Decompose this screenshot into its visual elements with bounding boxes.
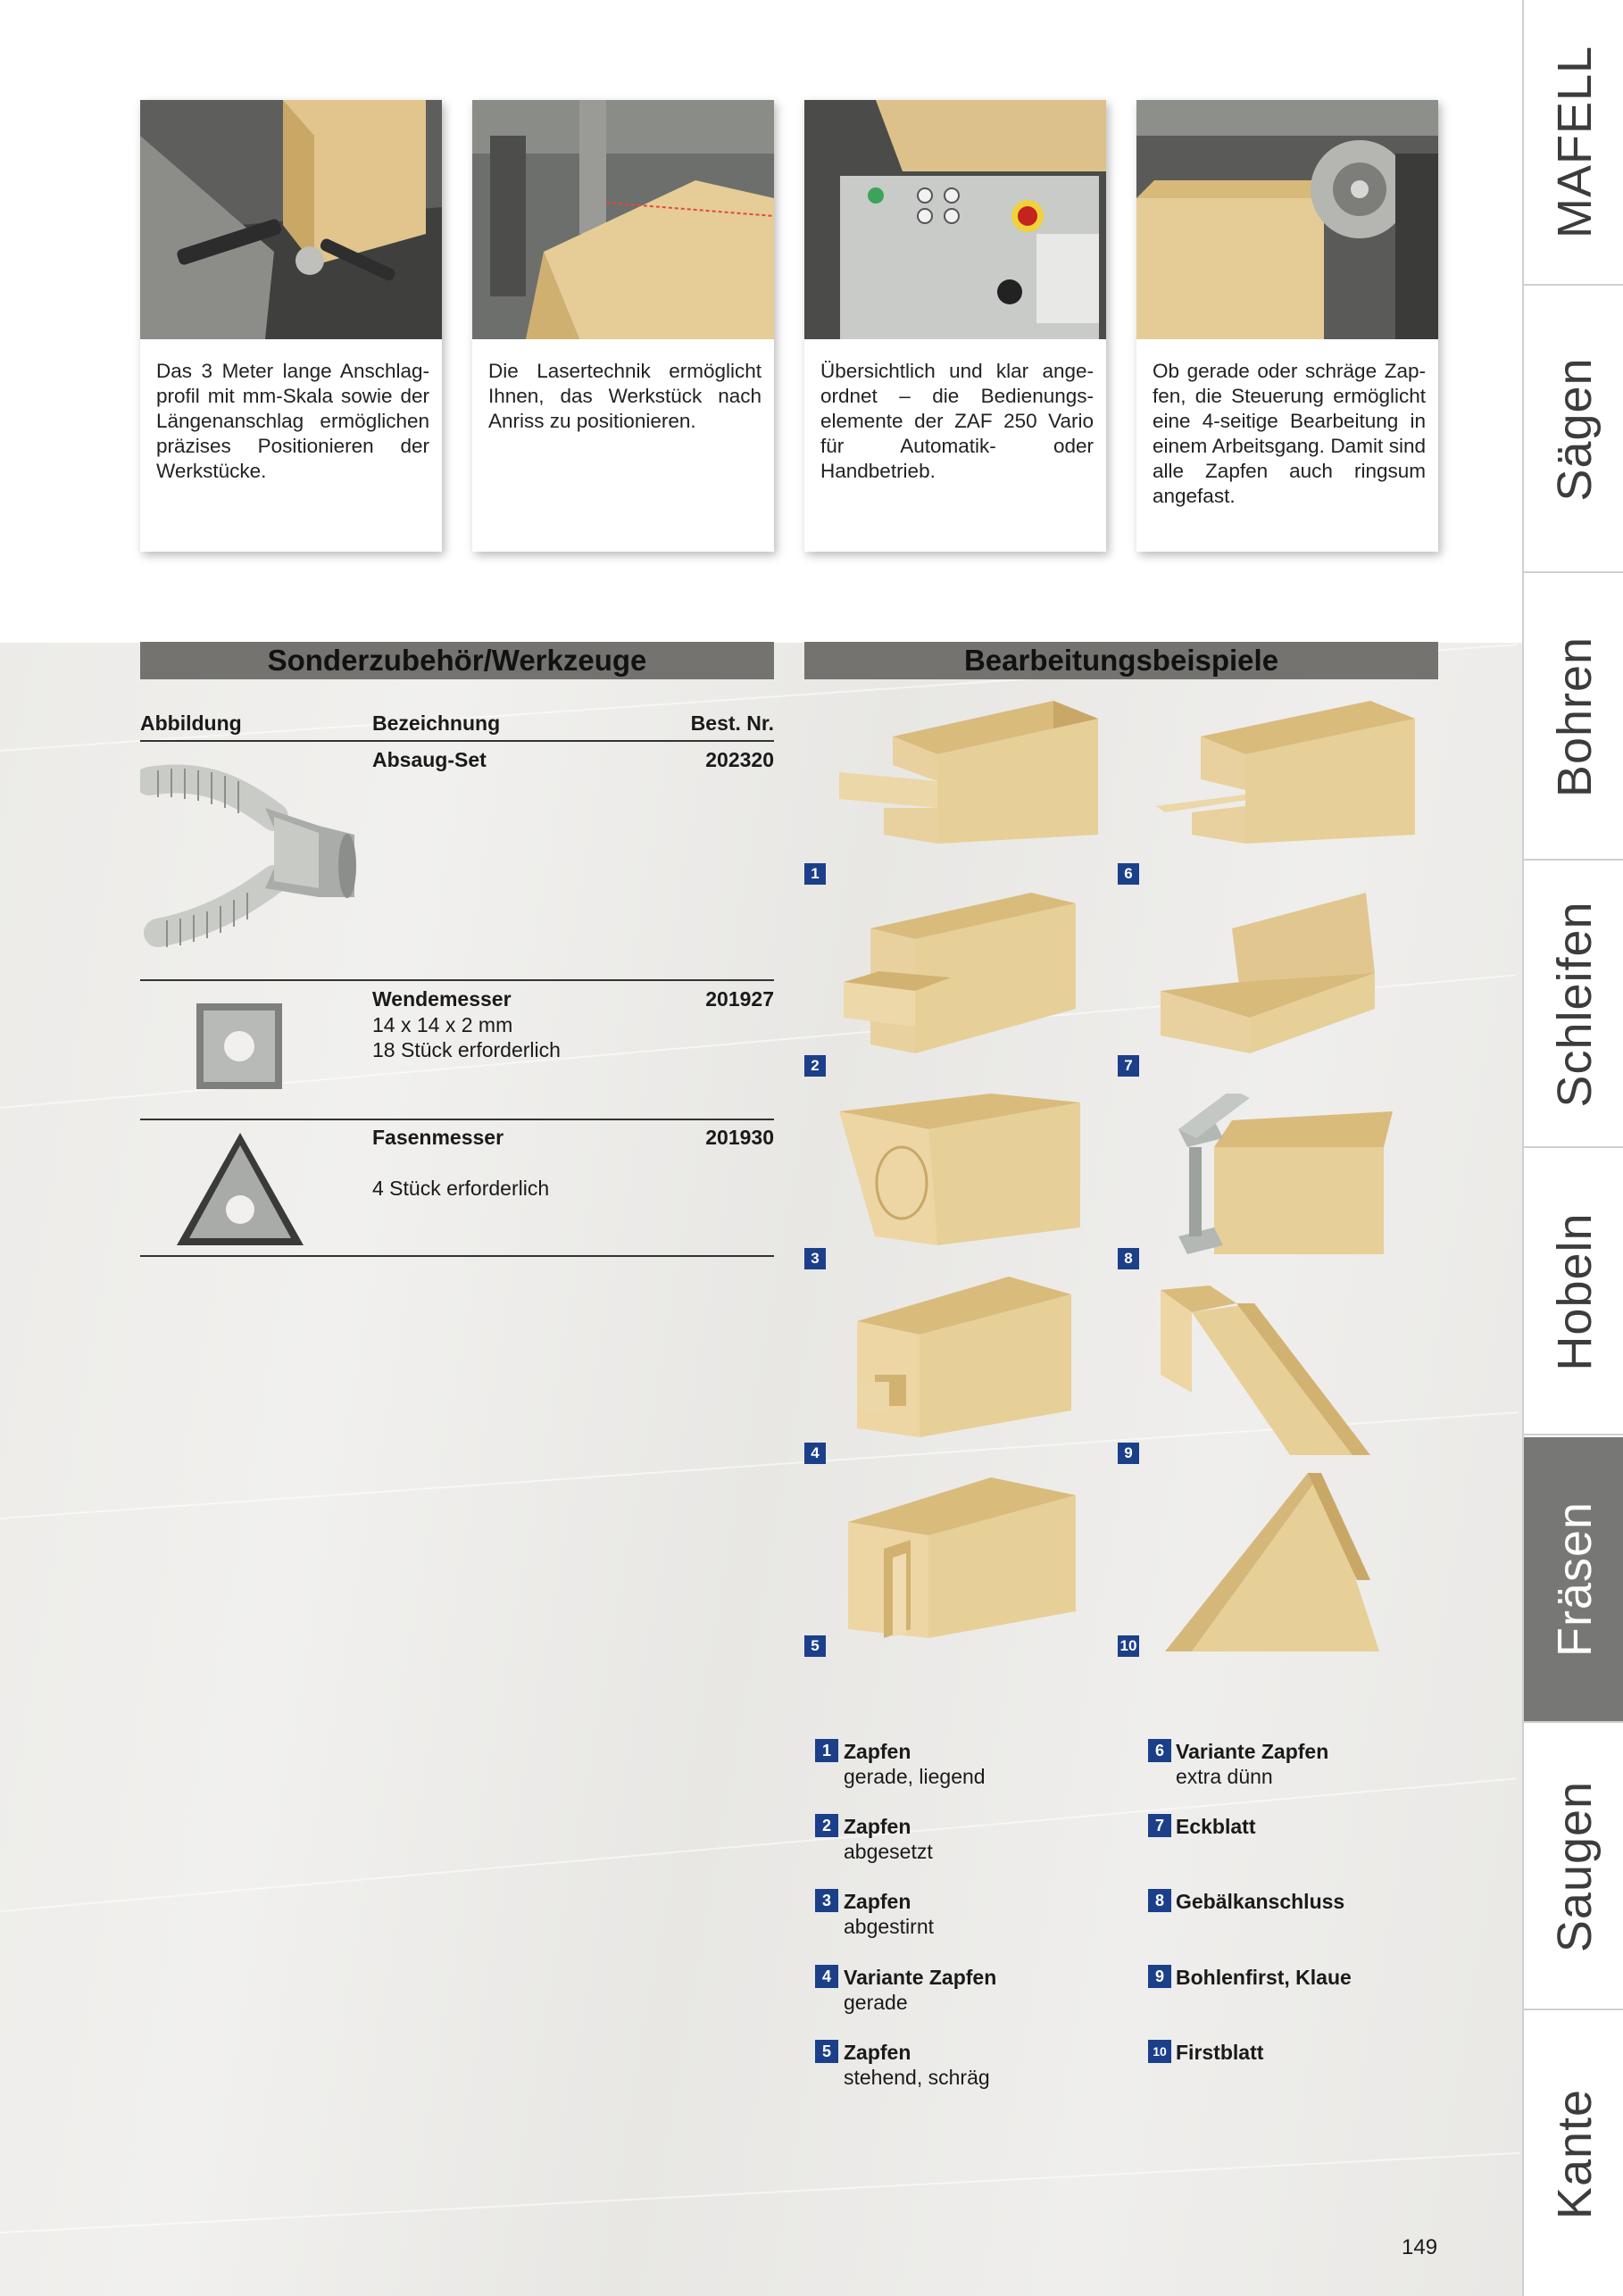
accessory-name: Wendemesser xyxy=(372,987,512,1011)
legend-number-badge: 9 xyxy=(1148,1965,1171,1988)
control-panel-photo xyxy=(804,100,1106,339)
legend-number-badge: 4 xyxy=(815,1965,838,1988)
accessory-detail: 14 x 14 x 2 mm xyxy=(372,1013,513,1036)
accessory-name: Absaug-Set xyxy=(372,748,487,771)
card-caption: Übersichtlich und klar ange-ordnet – die Bedienungs-elemente der ZAF 250 Vario für Automatik- oder Handbetrieb. xyxy=(820,360,1094,482)
tab-mafell[interactable] xyxy=(1524,0,1623,286)
legend-subtitle: gerade, liegend xyxy=(844,1765,986,1788)
tab-fraesen[interactable] xyxy=(1524,1437,1623,1723)
card-caption: Ob gerade oder schräge Zap-fen, die Steuerung ermöglicht eine 4-seitige Bearbeitung in einem Arbeitsgang. Damit sind alle Zapfen auch ringsum angefast. xyxy=(1153,360,1426,507)
legend-title: Zapfen xyxy=(844,1740,911,1763)
example-number-badge: 3 xyxy=(804,1248,826,1269)
legend-title: Variante Zapfen xyxy=(844,1966,997,1989)
example-image-1 xyxy=(839,701,1107,879)
accessory-order-number: 202320 xyxy=(705,748,774,771)
accessory-order-number: 201930 xyxy=(705,1126,774,1149)
photo-card-laser xyxy=(472,100,774,552)
tab-kante[interactable] xyxy=(1524,2012,1623,2296)
example-image-8 xyxy=(1161,1094,1428,1272)
example-image-9 xyxy=(1156,1277,1424,1455)
legend-title: Eckblatt xyxy=(1176,1815,1256,1838)
legend-number-badge: 10 xyxy=(1148,2040,1171,2063)
legend-title: Zapfen xyxy=(844,1815,911,1838)
table-divider xyxy=(140,979,774,981)
legend-number-badge: 3 xyxy=(815,1889,838,1912)
example-number-badge: 7 xyxy=(1118,1055,1139,1077)
example-image-2 xyxy=(844,893,1111,1071)
fence-photo xyxy=(140,100,442,339)
legend-title: Bohlenfirst, Klaue xyxy=(1176,1966,1352,1989)
example-number-badge: 8 xyxy=(1118,1248,1139,1269)
accessory-detail: 4 Stück erforderlich xyxy=(372,1177,550,1200)
legend-subtitle: abgesetzt xyxy=(844,1840,933,1863)
tab-label: Hobeln xyxy=(1547,1212,1602,1371)
card-caption: Das 3 Meter lange Anschlag-profil mit mm-Skala sowie der Längenanschlag ermöglichen präzises Positionieren der Werkstücke. xyxy=(156,360,429,482)
legend-subtitle: gerade xyxy=(844,1991,908,2014)
tab-label: Kante xyxy=(1547,2088,1602,2220)
column-header-name: Bezeichnung xyxy=(372,711,501,735)
example-number-badge: 9 xyxy=(1118,1443,1139,1464)
tab-hobeln[interactable] xyxy=(1524,1150,1623,1435)
example-number-badge: 1 xyxy=(804,863,826,885)
legend-subtitle: stehend, schräg xyxy=(844,2066,990,2089)
legend-title: Firstblatt xyxy=(1176,2041,1264,2064)
laser-photo xyxy=(472,100,774,339)
section-tabs xyxy=(1522,0,1623,2296)
legend-title: Zapfen xyxy=(844,2041,911,2064)
example-image-3 xyxy=(839,1094,1107,1272)
example-image-10 xyxy=(1165,1473,1433,1651)
legend-number-badge: 2 xyxy=(815,1814,838,1837)
legend-title: Variante Zapfen xyxy=(1176,1740,1329,1763)
table-divider xyxy=(140,740,774,742)
table-divider xyxy=(140,1119,774,1120)
example-image-5 xyxy=(848,1477,1116,1656)
photo-card-fence xyxy=(140,100,442,552)
tab-saegen[interactable] xyxy=(1524,287,1623,573)
example-image-7 xyxy=(1161,893,1428,1071)
accessory-detail: 18 Stück erforderlich xyxy=(372,1038,561,1061)
tab-label: Fräsen xyxy=(1547,1501,1602,1658)
tab-label: Schleifen xyxy=(1547,901,1602,1108)
accessory-name: Fasenmesser xyxy=(372,1126,504,1149)
example-number-badge: 5 xyxy=(804,1635,826,1657)
example-number-badge: 6 xyxy=(1118,863,1139,885)
example-number-badge: 4 xyxy=(804,1443,826,1464)
tenon-machining-photo xyxy=(1136,100,1438,339)
legend-title: Gebälkanschluss xyxy=(1176,1890,1345,1913)
tab-label: MAFELL xyxy=(1547,45,1602,239)
accessory-order-number: 201927 xyxy=(705,987,774,1011)
example-number-badge: 10 xyxy=(1118,1635,1139,1657)
column-header-image: Abbildung xyxy=(140,711,242,735)
legend-number-badge: 5 xyxy=(815,2040,838,2063)
photo-card-tenon xyxy=(1136,100,1438,552)
example-image-4 xyxy=(848,1277,1116,1455)
legend-number-badge: 7 xyxy=(1148,1814,1171,1837)
tab-label: Bohren xyxy=(1547,636,1602,798)
accessories-heading: Sonderzubehör/Werkzeuge xyxy=(140,642,774,679)
photo-card-controls xyxy=(804,100,1106,552)
triangular-chamfer-knife-icon xyxy=(173,1129,307,1250)
page-number: 149 xyxy=(1402,2235,1438,2259)
example-image-6 xyxy=(1156,701,1424,879)
table-divider xyxy=(140,1255,774,1257)
legend-number-badge: 6 xyxy=(1148,1739,1171,1762)
tab-label: Sägen xyxy=(1547,357,1602,502)
legend-subtitle: abgestirnt xyxy=(844,1915,935,1938)
legend-subtitle: extra dünn xyxy=(1176,1765,1273,1788)
card-caption: Die Lasertechnik ermöglicht Ihnen, das Werkstück nach Anriss zu positionieren. xyxy=(488,360,762,432)
legend-number-badge: 1 xyxy=(815,1739,838,1762)
dust-extraction-y-hose-icon xyxy=(140,754,363,960)
legend-title: Zapfen xyxy=(844,1890,911,1913)
tab-bohren[interactable] xyxy=(1524,575,1623,861)
example-number-badge: 2 xyxy=(804,1055,826,1077)
tab-schleifen[interactable] xyxy=(1524,862,1623,1148)
tab-saugen[interactable] xyxy=(1524,1725,1623,2010)
column-header-number: Best. Nr. xyxy=(690,711,774,735)
square-reversible-knife-icon xyxy=(195,1002,284,1091)
examples-heading: Bearbeitungsbeispiele xyxy=(804,642,1438,679)
tab-label: Saugen xyxy=(1547,1780,1602,1953)
legend-number-badge: 8 xyxy=(1148,1889,1171,1912)
